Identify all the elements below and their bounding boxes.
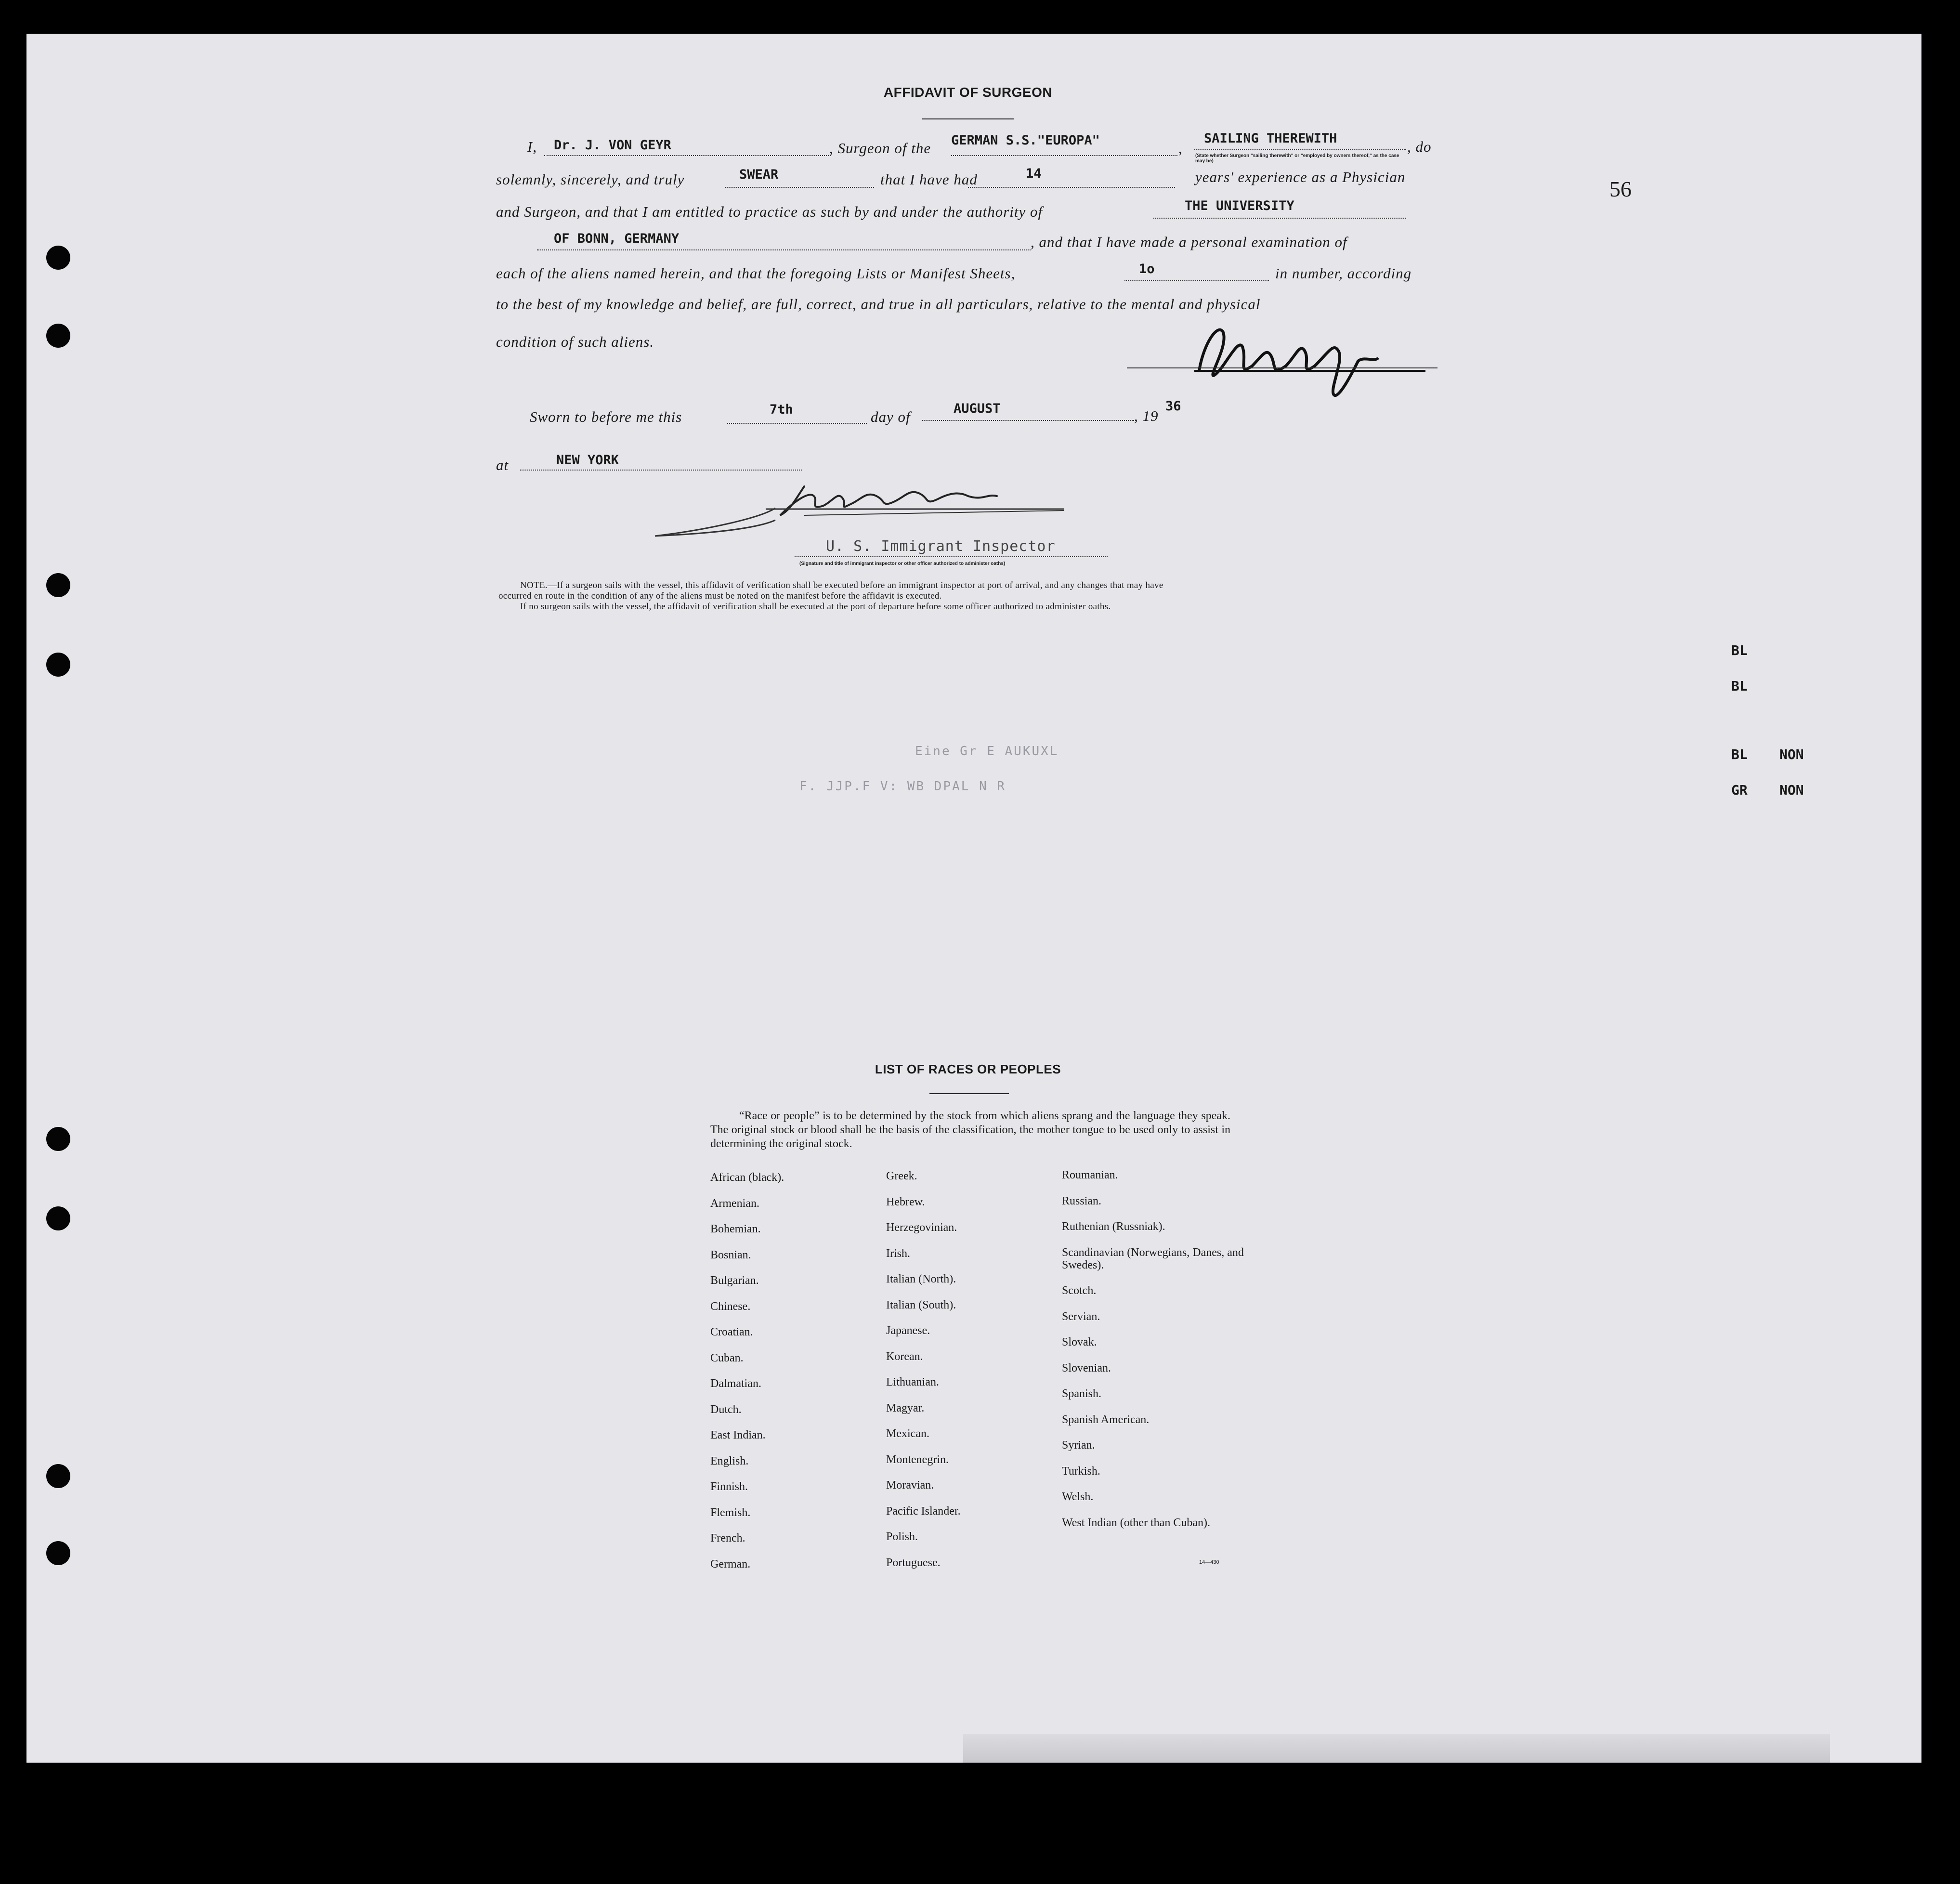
surgeon-signature-line xyxy=(1127,367,1437,368)
affidavit-text: that I have had xyxy=(880,171,978,188)
sailing-status-note: (State whether Surgeon "sailing therewith" or "employed by owners thereof," as the case may be) xyxy=(1195,153,1399,164)
affidavit-note-line: If no surgeon sails with the vessel, the affidavit of verification shall be executed at the port of departure before some officer authorized to administer oaths. xyxy=(520,602,1111,612)
race-item: Finnish. xyxy=(710,1480,748,1493)
race-item: Hebrew. xyxy=(886,1195,925,1208)
sworn-day-line xyxy=(727,423,867,424)
binder-hole xyxy=(46,1541,70,1565)
affidavit-text: , xyxy=(1178,140,1183,157)
affidavit-text: day of xyxy=(871,408,911,425)
race-item: Chinese. xyxy=(710,1300,751,1313)
surgeon-name-line xyxy=(544,155,831,156)
race-item: English. xyxy=(710,1454,749,1467)
binder-hole xyxy=(46,1127,70,1151)
race-item: Italian (North). xyxy=(886,1273,956,1285)
vessel-line xyxy=(951,155,1177,156)
sworn-month-line xyxy=(922,420,1134,421)
race-item: Scandinavian (Norwegians, Danes, and Swedes). xyxy=(1062,1246,1244,1271)
race-item: Greek. xyxy=(886,1170,917,1182)
race-item: Welsh. xyxy=(1062,1491,1094,1503)
years-experience: 14 xyxy=(1026,166,1042,181)
race-item: Italian (South). xyxy=(886,1298,956,1311)
sailing-status: SAILING THEREWITH xyxy=(1204,131,1337,146)
page-edge xyxy=(963,1734,1830,1763)
affidavit-text: I, xyxy=(527,138,537,155)
margin-code: NON xyxy=(1779,782,1804,798)
race-item: Bosnian. xyxy=(710,1248,751,1261)
margin-code: GR xyxy=(1731,782,1748,798)
race-item: Moravian. xyxy=(886,1479,934,1492)
races-title: LIST OF RACES OR PEOPLES xyxy=(875,1062,1061,1076)
race-item: Magyar. xyxy=(886,1401,925,1414)
affidavit-text: , do xyxy=(1407,138,1432,155)
signature-caption: (Signature and title of immigrant inspector or other officer authorized to administer oaths) xyxy=(799,561,1006,566)
race-item: Cuban. xyxy=(710,1351,744,1364)
oath-type: SWEAR xyxy=(739,167,779,182)
binder-hole xyxy=(46,1464,70,1488)
page-number: 56 xyxy=(1609,177,1632,201)
affidavit-text: solemnly, sincerely, and truly xyxy=(496,171,685,188)
affidavit-text: , Surgeon of the xyxy=(829,140,931,157)
margin-code: BL xyxy=(1731,642,1748,658)
race-item: Roumanian. xyxy=(1062,1169,1118,1181)
race-item: Irish. xyxy=(886,1247,910,1260)
race-item: Korean. xyxy=(886,1350,923,1363)
race-item: African (black). xyxy=(710,1171,784,1184)
race-item: Ruthenian (Russniak). xyxy=(1062,1220,1165,1233)
margin-code: BL xyxy=(1731,746,1748,762)
affidavit-text: each of the aliens named herein, and that the foregoing Lists or Manifest Sheets, xyxy=(496,265,1016,282)
title-underline xyxy=(922,118,1014,119)
race-item: Mexican. xyxy=(886,1427,929,1440)
race-item: Spanish American. xyxy=(1062,1413,1150,1426)
margin-code: BL xyxy=(1731,678,1748,694)
races-column-2 xyxy=(886,1170,1069,1574)
affidavit-text: and Surgeon, and that I am entitled to practice as such by and under the authority of xyxy=(496,203,1043,220)
race-item: Dutch. xyxy=(710,1403,742,1416)
sailing-status-line xyxy=(1194,149,1406,150)
affidavit-text: condition of such aliens. xyxy=(496,333,654,350)
affidavit-text: , 19 xyxy=(1134,407,1159,424)
race-item: Lithuanian. xyxy=(886,1376,939,1388)
manifest-sheet-count: 1o xyxy=(1139,262,1155,276)
surgeon-signature xyxy=(1127,313,1425,405)
affidavit-note-line: occurred en route in the condition of any of the aliens must be noted on the manifest before the affidavit is executed. xyxy=(498,591,942,601)
race-item: Syrian. xyxy=(1062,1439,1095,1452)
sworn-month: AUGUST xyxy=(954,401,1001,416)
races-title-underline xyxy=(929,1093,1009,1094)
race-item: Bohemian. xyxy=(710,1223,761,1235)
race-item: Croatian. xyxy=(710,1326,753,1338)
race-item: Polish. xyxy=(886,1531,918,1543)
race-item: French. xyxy=(710,1532,745,1544)
inspector-title-line xyxy=(795,556,1108,557)
authority-line-1: THE UNIVERSITY xyxy=(1185,198,1294,213)
binder-hole xyxy=(46,653,70,677)
affidavit-text: years' experience as a Physician xyxy=(1195,169,1406,185)
race-item: Slovenian. xyxy=(1062,1361,1111,1374)
margin-code: NON xyxy=(1779,746,1804,762)
race-item: Russian. xyxy=(1062,1194,1102,1207)
oath-type-line xyxy=(725,187,874,188)
binder-hole xyxy=(46,246,70,270)
inspector-title: U. S. Immigrant Inspector xyxy=(826,538,1056,555)
race-item: Bulgarian. xyxy=(710,1274,759,1287)
form-number: 14—430 xyxy=(1199,1559,1219,1565)
sheet-count-line xyxy=(1124,280,1269,281)
race-item: West Indian (other than Cuban). xyxy=(1062,1516,1210,1529)
race-item: German. xyxy=(710,1557,751,1570)
vessel-name: GERMAN S.S."EUROPA" xyxy=(951,133,1100,148)
affidavit-title: AFFIDAVIT OF SURGEON xyxy=(883,85,1053,100)
affidavit-text: in number, according xyxy=(1275,265,1412,282)
race-item: Scotch. xyxy=(1062,1284,1097,1297)
race-item: East Indian. xyxy=(710,1429,766,1441)
race-item: Servian. xyxy=(1062,1310,1100,1323)
race-item: Spanish. xyxy=(1062,1387,1102,1400)
binder-hole xyxy=(46,573,70,597)
race-item: Montenegrin. xyxy=(886,1453,949,1466)
inspector-signature xyxy=(650,472,1074,539)
sworn-day: 7th xyxy=(770,402,793,417)
race-item: Slovak. xyxy=(1062,1336,1097,1348)
affidavit-text: , and that I have made a personal examination of xyxy=(1031,234,1347,250)
sworn-year: 36 xyxy=(1165,399,1181,414)
affidavit-text: to the best of my knowledge and belief, are full, correct, and true in all particulars, relative to the mental and physical xyxy=(496,296,1261,313)
race-item: Pacific Islander. xyxy=(886,1505,961,1518)
race-item: Japanese. xyxy=(886,1324,930,1337)
authority-line-2: OF BONN, GERMANY xyxy=(554,231,679,246)
affidavit-note-line: NOTE.—If a surgeon sails with the vessel, this affidavit of verification shall be executed before an immigrant inspector at port of arrival, and any changes that may have xyxy=(520,580,1163,590)
authority-line-2-rule xyxy=(537,249,1031,250)
race-item: Turkish. xyxy=(1062,1465,1100,1478)
race-item: Flemish. xyxy=(710,1506,751,1519)
years-line xyxy=(968,187,1175,188)
surgeon-name: Dr. J. VON GEYR xyxy=(554,138,671,153)
location-line xyxy=(520,470,802,471)
bleed-through-text: Eine Gr E AUKUXL xyxy=(915,744,1059,759)
authority-line-1-rule xyxy=(1153,218,1406,219)
affidavit-text: Sworn to before me this xyxy=(530,408,682,425)
binder-hole xyxy=(46,1206,70,1230)
sworn-location: NEW YORK xyxy=(556,453,619,468)
affidavit-text: at xyxy=(496,457,509,473)
race-item: Armenian. xyxy=(710,1197,759,1210)
bleed-through-text: F. JJP.F V: WB DPAL N R xyxy=(799,779,1006,794)
races-intro: “Race or people” is to be determined by the stock from which aliens sprang and the language they speak. The original stock or blood shall be the basis of the classification, the mother tongue to be used only to assist in determining the original stock. xyxy=(710,1110,1230,1150)
race-item: Herzegovinian. xyxy=(886,1221,957,1234)
binder-hole xyxy=(46,324,70,348)
race-item: Portuguese. xyxy=(886,1556,941,1569)
races-column-3 xyxy=(1062,1169,1245,1573)
race-item: Dalmatian. xyxy=(710,1377,761,1390)
races-column-1 xyxy=(710,1171,893,1576)
